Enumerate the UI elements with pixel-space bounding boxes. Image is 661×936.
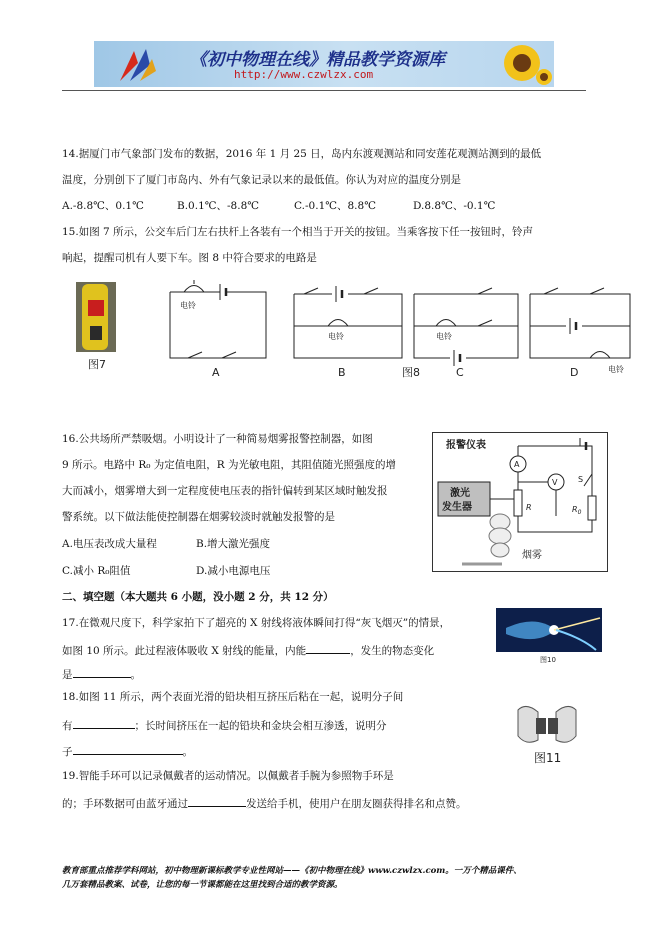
q15-line1: 15.如图 7 所示，公交车后门左右扶杆上各装有一个相当于开关的按钮。当乘客按下任一按钮时，铃声	[62, 226, 534, 238]
circuit-c-label: C	[456, 366, 464, 379]
figure-11-caption: 图11	[534, 751, 562, 765]
figure-8	[162, 280, 632, 380]
figure-10	[496, 608, 602, 664]
circuit-d-label: D	[570, 366, 579, 379]
circuit-a-label: A	[212, 366, 220, 379]
laser-label-1: 激光	[450, 488, 470, 499]
circuit-c	[414, 288, 518, 379]
q17-line1: 17.在微观尺度下，科学家拍下了超亮的 X 射线将液体瞬间打得“灰飞烟灭”的情景，	[62, 617, 451, 629]
smoke-label: 烟雾	[522, 550, 542, 561]
footer-line-1: 教育部重点推荐学科网站，初中物理新课标教学专业性网站——《初中物理在线》www.czwlzx.com。一万个精品课件、	[62, 866, 522, 876]
figure-9	[432, 432, 608, 572]
xray-photo-icon	[496, 608, 602, 664]
q18-line3-b: 。	[182, 746, 193, 758]
q16-line2: 9 所示。电路中 R₀ 为定值电阻，R 为光敏电阻，其阻值随光照强度的增	[62, 459, 397, 471]
header-rule	[62, 90, 586, 91]
q16-option-b: B.增大激光强度	[196, 538, 271, 550]
circuit-b-label: B	[338, 366, 346, 379]
q18-line2-b: ；长时间挤压在一起的铅块和金块会相互渗透，说明分	[134, 720, 387, 732]
q14-option-b: B.0.1℃、-8.8℃	[177, 200, 259, 212]
q16-option-a: A.电压表改成大量程	[62, 538, 157, 550]
q16-line1: 16.公共场所严禁吸烟。小明设计了一种简易烟雾报警控制器，如图	[62, 433, 373, 445]
q19-line2	[62, 795, 467, 811]
q14-option-d: D.8.8℃、-0.1℃	[413, 200, 496, 212]
q17-line3-b: 。	[130, 669, 141, 681]
q16-line4: 警系统。以下做法能使控制器在烟雾较淡时就触发报警的是	[62, 511, 335, 523]
q18-line2-a: 有	[62, 720, 73, 732]
q16-option-c: C.减小 R₀阻值	[62, 565, 131, 577]
q15-line2: 响起，提醒司机有人要下车。图 8 中符合要求的电路是	[62, 252, 317, 264]
bus-button-photo-icon	[76, 282, 116, 372]
q19-line2-b: 发送给手机，使用户在朋友圈获得排名和点赞。	[246, 798, 467, 810]
header-banner	[94, 41, 554, 87]
alarm-meter-label: 报警仪表	[446, 440, 486, 451]
q16-option-d: D.减小电源电压	[196, 565, 271, 577]
circuit-d	[530, 288, 630, 379]
q14-line1: 14.据厦门市气象部门发布的数据，2016 年 1 月 25 日，岛内东渡观测站和同安莲花观测站测到的最低	[62, 148, 542, 160]
q14-option-a: A.-8.8℃、0.1℃	[62, 200, 144, 212]
figure-11	[516, 700, 578, 768]
q17-line3-a: 是	[62, 669, 73, 681]
q17-line2-a: 如图 10 所示。此过程液体吸收 X 射线的能量，内能	[62, 645, 307, 657]
q17-line3	[62, 666, 141, 682]
q19-blank-1[interactable]	[188, 795, 246, 807]
q14-option-c: C.-0.1℃、8.8℃	[294, 200, 376, 212]
q14-line2: 温度，分别创下了厦门市岛内、外有气象记录以来的最低值。你认为对应的温度分别是	[62, 174, 461, 186]
section-2-title: 二、填空题（本大题共 6 小题，没小题 2 分，共 12 分）	[62, 591, 334, 603]
r0-label: $R_0$	[572, 505, 582, 516]
q18-line3-a: 子	[62, 746, 73, 758]
voltmeter-icon: V	[552, 478, 558, 487]
q18-line3	[62, 743, 193, 759]
ammeter-icon: A	[514, 460, 520, 469]
q17-blank-1[interactable]	[306, 642, 350, 654]
q17-line2	[62, 642, 434, 658]
circuit-a	[170, 280, 266, 379]
circuit-b-bell-label: 电铃	[328, 332, 344, 341]
figure-7-caption: 图7	[88, 358, 106, 371]
q17-line2-b: ，发生的物态变化	[350, 645, 435, 657]
sunflower-icon	[492, 41, 552, 87]
logo-icon	[112, 41, 162, 87]
q19-line2-a: 的；手环数据可由蓝牙通过	[62, 798, 188, 810]
circuit-a-bell-label: 电铃	[180, 301, 196, 310]
q18-blank-1[interactable]	[73, 717, 135, 729]
laser-label-2: 发生器	[442, 502, 472, 513]
q17-blank-2[interactable]	[73, 666, 131, 678]
smoke-icon	[462, 514, 511, 564]
q18-line1: 18.如图 11 所示，两个表面光滑的铅块相互挤压后粘在一起，说明分子间	[62, 691, 404, 703]
q16-line3: 大而减小，烟雾增大到一定程度使电压表的指针偏转到某区域时触发报	[62, 485, 388, 497]
r-label: R	[526, 503, 532, 512]
circuit-b	[294, 284, 402, 379]
circuit-c-bell-label: 电铃	[436, 332, 452, 341]
figure-7	[76, 282, 116, 372]
footer-line-2: 几万套精品教案、试卷，让您的每一节课都能在这里找到合适的教学资源。	[62, 880, 343, 890]
circuit-d-bell-label: 电铃	[608, 365, 624, 374]
lead-blocks-hands-icon	[516, 700, 578, 768]
banner-title: 《初中物理在线》精品教学资源库	[190, 50, 445, 70]
figure-10-caption: 图10	[540, 656, 556, 664]
q19-line1: 19.智能手环可以记录佩戴者的运动情况。以佩戴者手腕为参照物手环是	[62, 770, 394, 782]
q18-blank-2[interactable]	[73, 743, 183, 755]
q18-line2	[62, 717, 387, 733]
figure-8-caption: 图8	[402, 366, 420, 379]
banner-url: http://www.czwlzx.com	[234, 68, 374, 81]
switch-label: S	[578, 475, 584, 484]
